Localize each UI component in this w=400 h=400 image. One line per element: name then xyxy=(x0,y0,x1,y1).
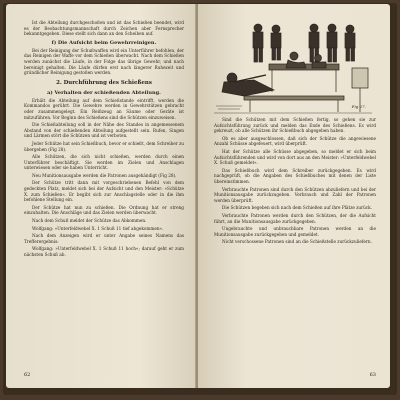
body-paragraph: Wolfgang: »Unterfeldwebel X. 1 Schuß 11 hoch«; darauf geht er zum nächsten Schuß ab. xyxy=(24,246,184,257)
right-page-content xyxy=(214,20,376,247)
body-paragraph: Die Schützen begeben sich nach dem Schießen auf ihre Plätze zurück. xyxy=(222,205,373,211)
left-page-content xyxy=(24,20,184,260)
chapter-heading: 2. Durchführung des Schießens xyxy=(56,79,152,86)
prone-shooter xyxy=(222,73,274,96)
shooting-range-illustration xyxy=(214,20,372,115)
body-paragraph: Hat der Schütze alle Schüsse abgegeben, so meldet er sich beim Aufsichtsführenden und wird von dort aus an den Meister: »Unterfeldwebel X. Schuß gemeldet«. xyxy=(214,148,376,166)
body-paragraph: Nach dem Schuß meldet der Schütze das Abkommen. xyxy=(32,218,147,224)
body-paragraph: Alle Schützen, die sich nicht schießen, werden durch einen Unterführer beschäftigt. Sie werden im Zielen und Anschlagen unterwiesen oder sie haben Unterricht. xyxy=(24,154,184,171)
body-paragraph: Das Schießbuch wird dem Schreiber zurückgegeben. Es wird nachgeprüft, ob die Angaben des Schießbuches mit denen der Liste übereinstimmen. xyxy=(214,167,376,184)
body-paragraph: Ungebrauchte und unbrauchbare Patronen werden an die Munitionsausgabe zurückgegeben und gemeldet. xyxy=(214,226,376,237)
body-paragraph: Neu Munitionsausgabe werden die Patronen ausgehändigt (Fig 28). xyxy=(32,172,177,178)
body-paragraph: Verbrauchte Patronen sind durch den Schützen abzuliefern und bei der Munitionsausgabe zurückzugeben. Verbrauch und Zahl der Patronen werden überprüft. xyxy=(214,186,376,203)
page-number-left: 62 xyxy=(24,372,31,378)
body-paragraph: Der Schütze tritt dann mit vorgeschriebenen Befehl von dem gedeckten Platz, meldet sich bei der Aufsicht und den Meister: »Schütze X. zum Schießen«. Er begibt sich zur Anschlagstelle oder in die ihm befohlene Stellung ein. xyxy=(24,180,184,203)
seated-figure xyxy=(286,52,306,68)
body-paragraph: Nach dem Anzeigen wird er unter Angabe seines Namens das Trefferergebnis: xyxy=(24,233,184,244)
bench xyxy=(244,96,344,112)
standing-figure xyxy=(253,24,263,62)
body-paragraph: Verbrauchte Patronen werden durch den Schützen, der die Aufsicht führt, an die Munitionsausgabe zurückgegeben. xyxy=(214,212,376,224)
body-paragraph: Ob es aber ausgeschlossen, daß sich der Schütze die angewiesene Anzahl Schüsse abgefeuert, wird überprüft. xyxy=(214,135,376,147)
seated-figure xyxy=(312,55,326,69)
standing-figure xyxy=(271,25,281,60)
standing-figure xyxy=(345,25,355,61)
left-page xyxy=(6,4,196,388)
right-page xyxy=(198,4,390,388)
figure-caption: Fig 27. xyxy=(351,104,366,109)
section-f-paragraph: Bei der Reinigung der Schußwaffen wird ein Unterführer befohlen, der das Reinigen der Waffe vor dem Schießen überwacht. Nach dem Schießen werden zunächst die Läufe, in der Folge das übrige Gewehr, und nach bereinigt gehalten. Die Läufe dürfen erst nach längerer Ruhezeit und gründlicher Reinigung gestoßen werden. xyxy=(24,47,184,76)
body-paragraph: Nicht verschossene Patronen sind an die Schießstelle zurückzuliefern. xyxy=(222,239,372,245)
body-paragraph: Der Schütze hat nun zu schießen. Die Ordnung hat er streng einzuhalten. Die Anschläge und das Zielen werden überwacht. xyxy=(24,204,184,216)
body-paragraph: Wolfgang: »Unterfeldwebel X. 1 Schuß 11 tief abgekommen«. xyxy=(32,225,164,231)
intro-paragraph: Ist die Abteilung durchgeschoßen und ist das Schießen beendet, wird es der Beobachtungsmannschaft durch Zeichen aber Fernsprecher bekanntgegeben. Diese stellt sich dann an den Scheiben auf. xyxy=(24,20,184,37)
body-paragraph: Erhält die Abteilung auf dem Schießstande eintrifft, werden die Kommandos gerührt. Die Gewehre werden in Gewehrstützen gebracht oder zusammengelegt. Ein Reißzeug an Säume oder Geräte ist mitzuführen. Vor Beginn des Schießens sind die Schützen einzuweisen. xyxy=(24,97,184,120)
body-paragraph: Sind die Schützen mit dem Schießen fertig, so gehen sie zur Aufsichtsführung zurück und melden das Ende des Schießens. Es wird gekreuzt, ob alle Schützen ihr Schießbuch abgegeben haben. xyxy=(214,117,376,134)
body-paragraph: Die Schießabteilung soll in der Nähe des Standes in angemessenem Abstand von der schießenden Abteilung aufgestellt sein. Rufen, Singen und Lärmen stört die Schützen und ist verboten. xyxy=(24,122,184,139)
standing-figure xyxy=(327,24,337,62)
body-paragraph: Jeder Schütze hat sein Schießbuch, bevor er schießt, dem Schreiber zu übergeben (Fig 28). xyxy=(24,140,184,152)
section-heading-f: f) Die Aufsicht beim Gewehrreinigen. xyxy=(51,39,157,46)
page-number-right: 63 xyxy=(369,372,376,378)
illustration-drawing xyxy=(214,20,372,115)
section-heading-a: a) Verhalten der schießenden Abteilung. xyxy=(47,89,161,96)
